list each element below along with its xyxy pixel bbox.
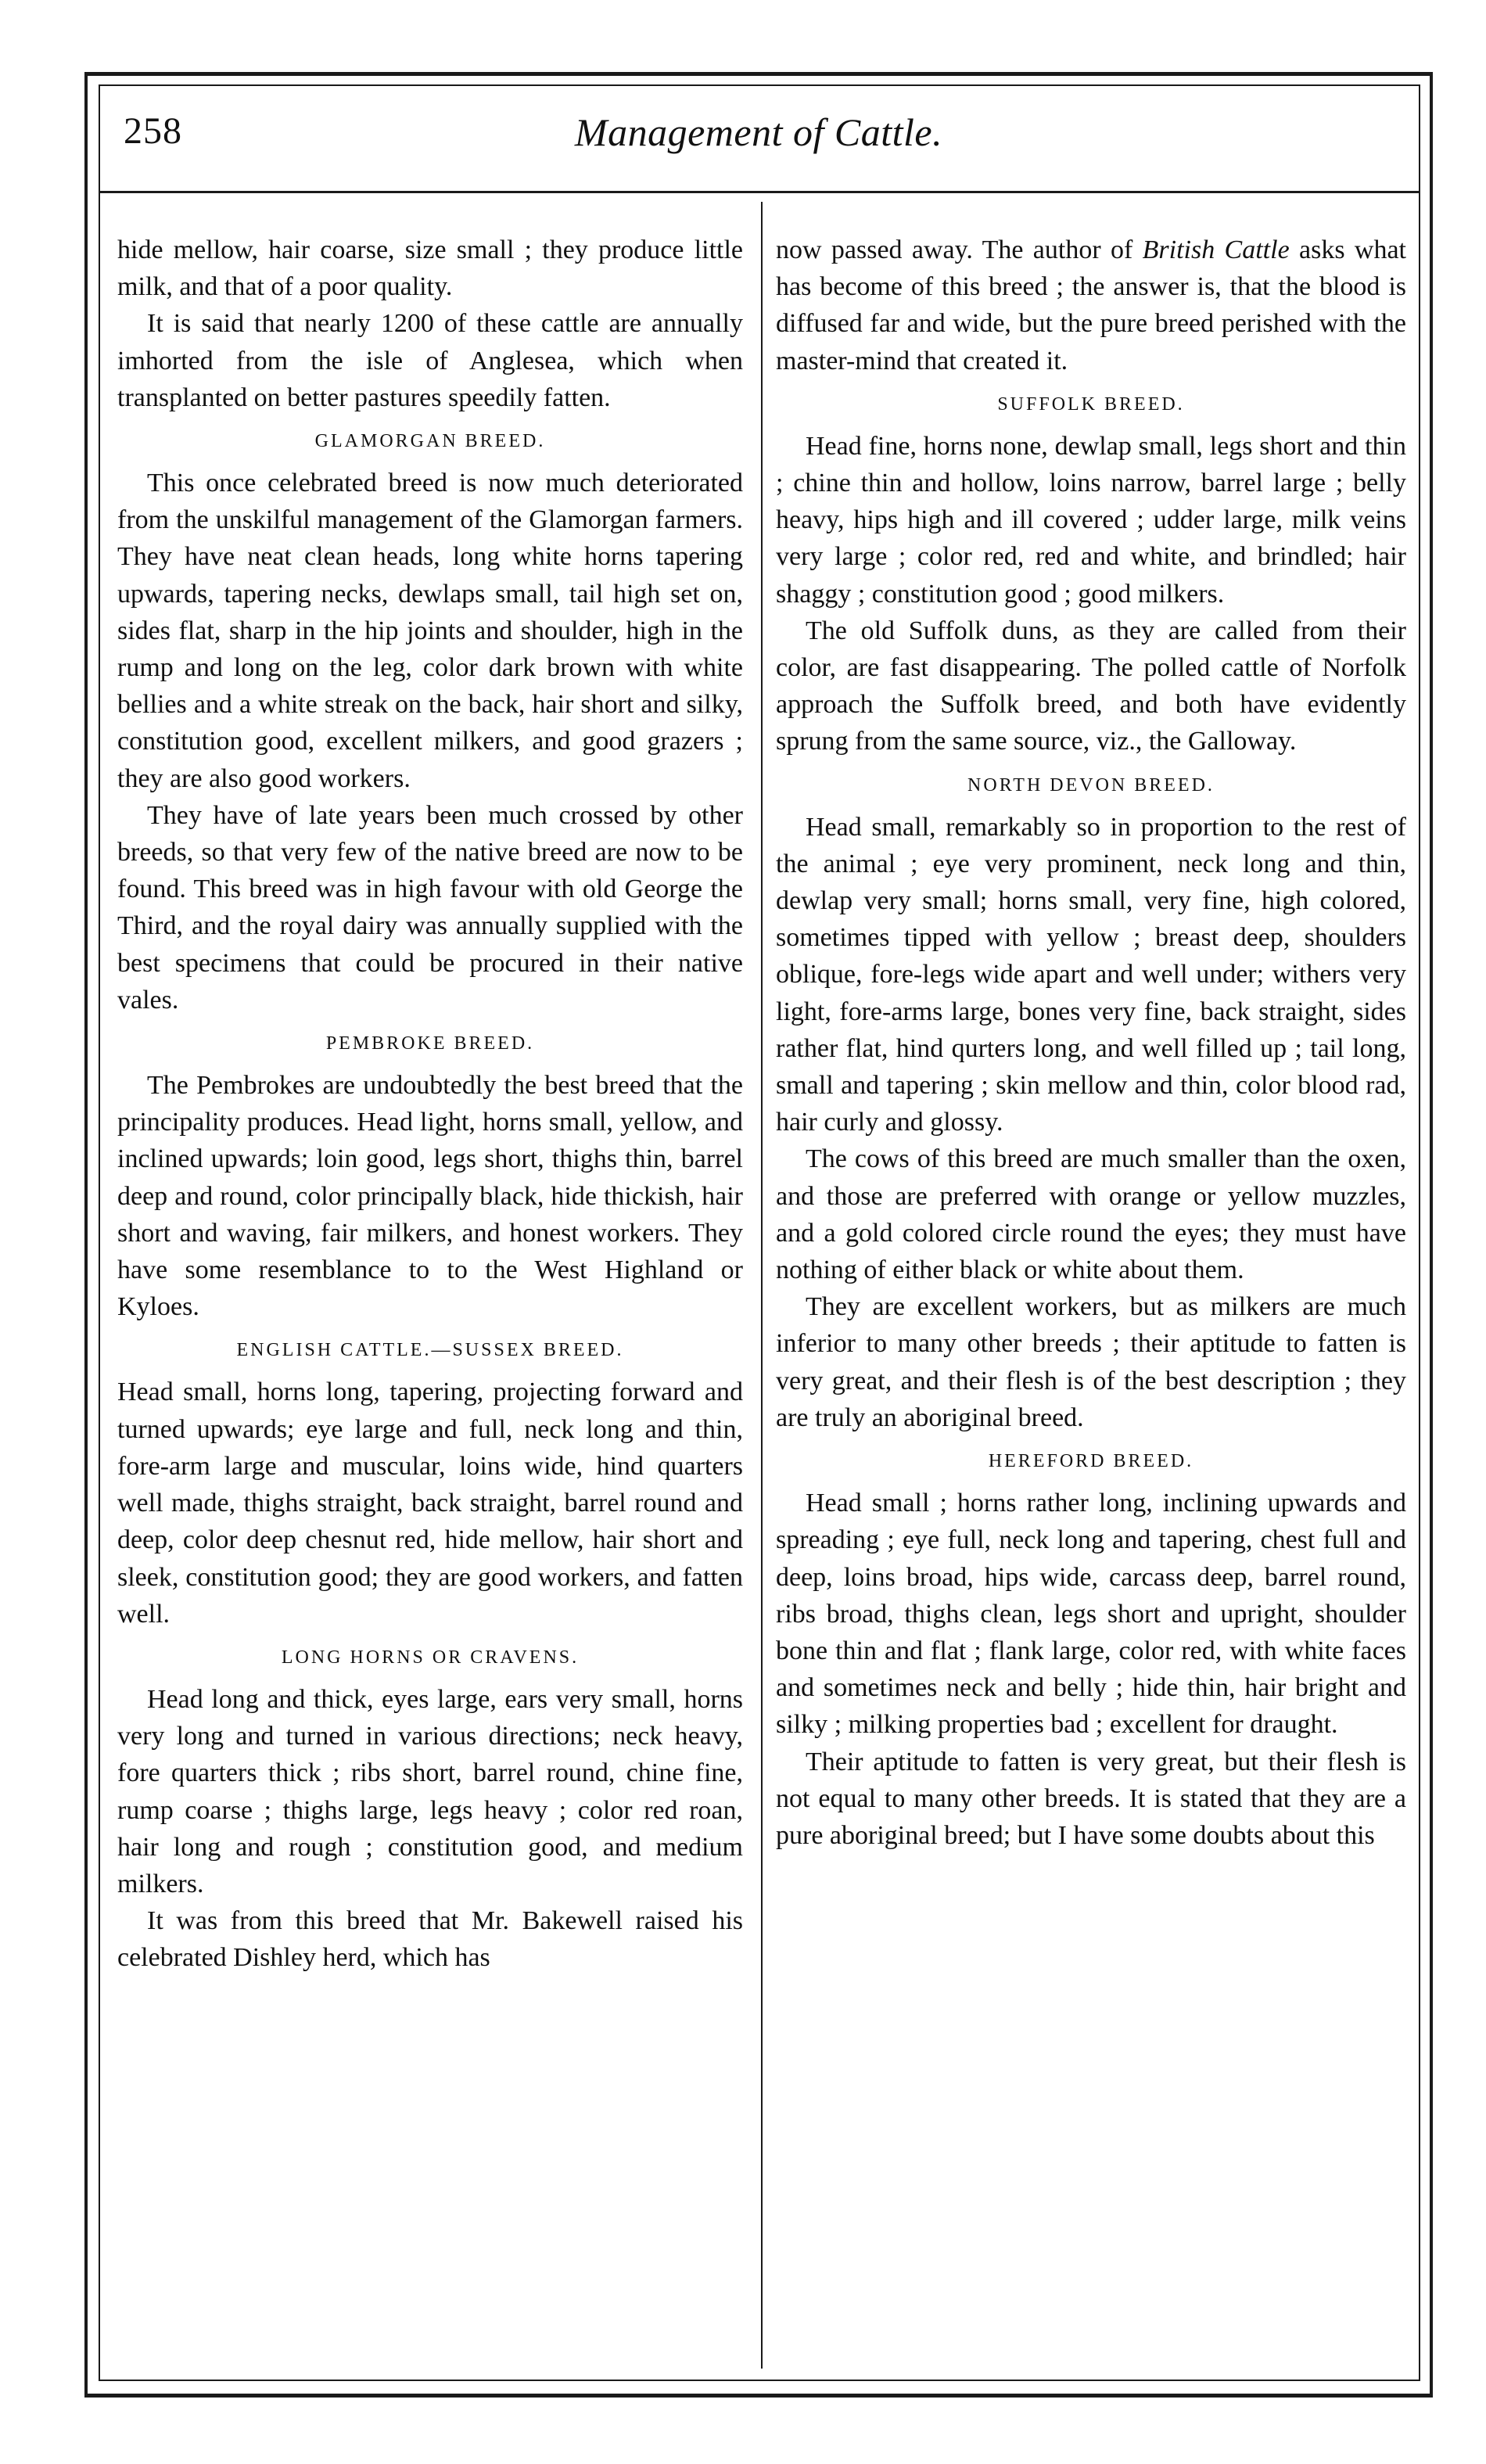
bottom-inner-rule	[99, 2380, 1420, 2381]
section-heading-pembroke: PEMBROKE BREED.	[325, 1033, 535, 1054]
paragraph: They have of late years been much crossed by other breeds, so that very few of the native breed are now to be found. This breed was in high favour with old George the Third, and the royal dairy was annually supplied with the best specimens that could be procured in their native vales.	[117, 800, 743, 1015]
paragraph: Head small, horns long, tapering, projecting forward and turned upwards; eye large and full, neck long and thin, fore-arm large and muscular, loins wide, hind quarters well made, thighs straight, back straight, barrel round and deep, color deep chesnut red, hide mellow, hair short and sleek, constitution good; they are good workers, and fatten well.	[117, 1377, 743, 1629]
paragraph: The Pembrokes are undoubtedly the best breed that the principality produces. Head light, horns small, yellow, and inclined upwards; loin good, legs short, thighs thin, barrel deep and round, color principally black, hide thickish, hair short and waving, fair milkers, and honest workers. They have some resemblance to to the West Highland or Kyloes.	[117, 1071, 743, 1322]
section-heading-north-devon: NORTH DEVON BREED.	[967, 774, 1215, 796]
paragraph	[776, 232, 1406, 379]
top-border-rule	[84, 72, 1433, 76]
paragraph: Head long and thick, eyes large, ears very small, horns very long and turned in various directions; neck heavy, fore quarters thick ; ribs short, barrel round, chine fine, rump coarse ; thighs large, legs heavy ; color red roan, hair long and rough ; constitution good, and medium milkers.	[117, 1684, 743, 1898]
bottom-border-rule	[84, 2394, 1433, 2398]
section-heading-suffolk: SUFFOLK BREED.	[997, 393, 1185, 415]
left-column	[117, 232, 743, 2367]
top-inner-rule	[99, 84, 1420, 86]
left-border-rule	[84, 72, 88, 2398]
paragraph: The old Suffolk duns, as they are called from their color, are fast disappearing. The polled cattle of Norfolk approach the Suffolk breed, and both have evidently sprung from the same source, viz., the Galloway.	[776, 616, 1406, 756]
paragraph: hide mellow, hair coarse, size small ; they produce little milk, and that of a poor quality.	[117, 235, 743, 302]
paragraph: Head small ; horns rather long, inclining upwards and spreading ; eye full, neck long and tapering, chest full and deep, loins broad, hips wide, carcass deep, barrel round, ribs broad, thighs clean, legs short and upright, shoulder bone thin and flat ; flank large, color red, with white faces and sometimes neck and belly ; hide thin, hair bright and silky ; milking properties bad ; excellent for draught.	[776, 1489, 1406, 1740]
page-number: 258	[124, 110, 182, 152]
paragraph: It was from this breed that Mr. Bakewell raised his celebrated Dishley herd, which has	[117, 1906, 743, 1973]
section-heading-long-horns: LONG HORNS OR CRAVENS.	[281, 1647, 580, 1668]
book-title-reference: British Cattle	[1142, 235, 1290, 264]
paragraph: This once celebrated breed is now much deteriorated from the unskilful management of the Glamorgan farmers. They have neat clean heads, long white horns tapering upwards, tapering necks, dewlaps small, tail high set on, sides flat, sharp in the hip joints and shoulder, high in the rump and long on the leg, color dark brown with white bellies and a white streak on the back, hair short and silky, constitution good, excellent milkers, and good grazers ; they are also good workers.	[117, 469, 743, 793]
section-heading-hereford: HEREFORD BREED.	[988, 1451, 1194, 1472]
section-heading-glamorgan: GLAMORGAN BREED.	[314, 431, 546, 452]
running-header	[117, 110, 1400, 172]
paragraph: Head fine, horns none, dewlap small, legs short and thin ; chine thin and hollow, loins narrow, barrel large ; belly heavy, hips high and ill covered ; udder large, milk veins very large ; color red, red and white, and brindled; hair shaggy ; constitution good ; good milkers.	[776, 431, 1406, 609]
text-run: now passed away. The author of	[776, 235, 1143, 264]
header-rule	[99, 191, 1420, 193]
paragraph: It is said that nearly 1200 of these cattle are annually imhorted from the isle of Anglesea, which when transplanted on better pastures speedily fatten.	[117, 309, 743, 412]
column-divider	[761, 202, 763, 2369]
paragraph: Head small, remarkably so in proportion to the rest of the animal ; eye very prominent, neck long and thin, dewlap very small; horns small, very fine, high colored, sometimes tipped with yellow ; breast deep, shoulders oblique, fore-legs wide apart and well under; withers very light, fore-arms large, bones very fine, back straight, sides rather flat, hind qurters long, and well filled up ; tail long, small and tapering ; skin mellow and thin, color blood rad, hair curly and glossy.	[776, 812, 1406, 1137]
paragraph: The cows of this breed are much smaller than the oxen, and those are preferred with orange or yellow muzzles, and a gold colored circle round the eyes; they must have nothing of either black or white about them.	[776, 1144, 1406, 1285]
running-title: Management of Cattle.	[574, 110, 943, 154]
right-column	[776, 232, 1406, 2367]
text-run: asks what has become of this breed ; the answer is, that the blood is diffused far and wide, but the pure breed perished with the master-mind that created it.	[776, 235, 1406, 375]
left-inner-rule	[99, 84, 100, 2381]
section-heading-sussex: ENGLISH CATTLE.—SUSSEX BREED.	[236, 1340, 624, 1361]
right-border-rule	[1430, 72, 1433, 2398]
paragraph: Their aptitude to fatten is very great, but their flesh is not equal to many other breeds. It is stated that they are a pure aboriginal breed; but I have some doubts about this	[776, 1747, 1406, 1850]
paragraph: They are excellent workers, but as milkers are much inferior to many other breeds ; their aptitude to fatten is very great, and their flesh is of the best description ; they are truly an aboriginal breed.	[776, 1292, 1406, 1432]
right-inner-rule	[1419, 84, 1420, 2381]
